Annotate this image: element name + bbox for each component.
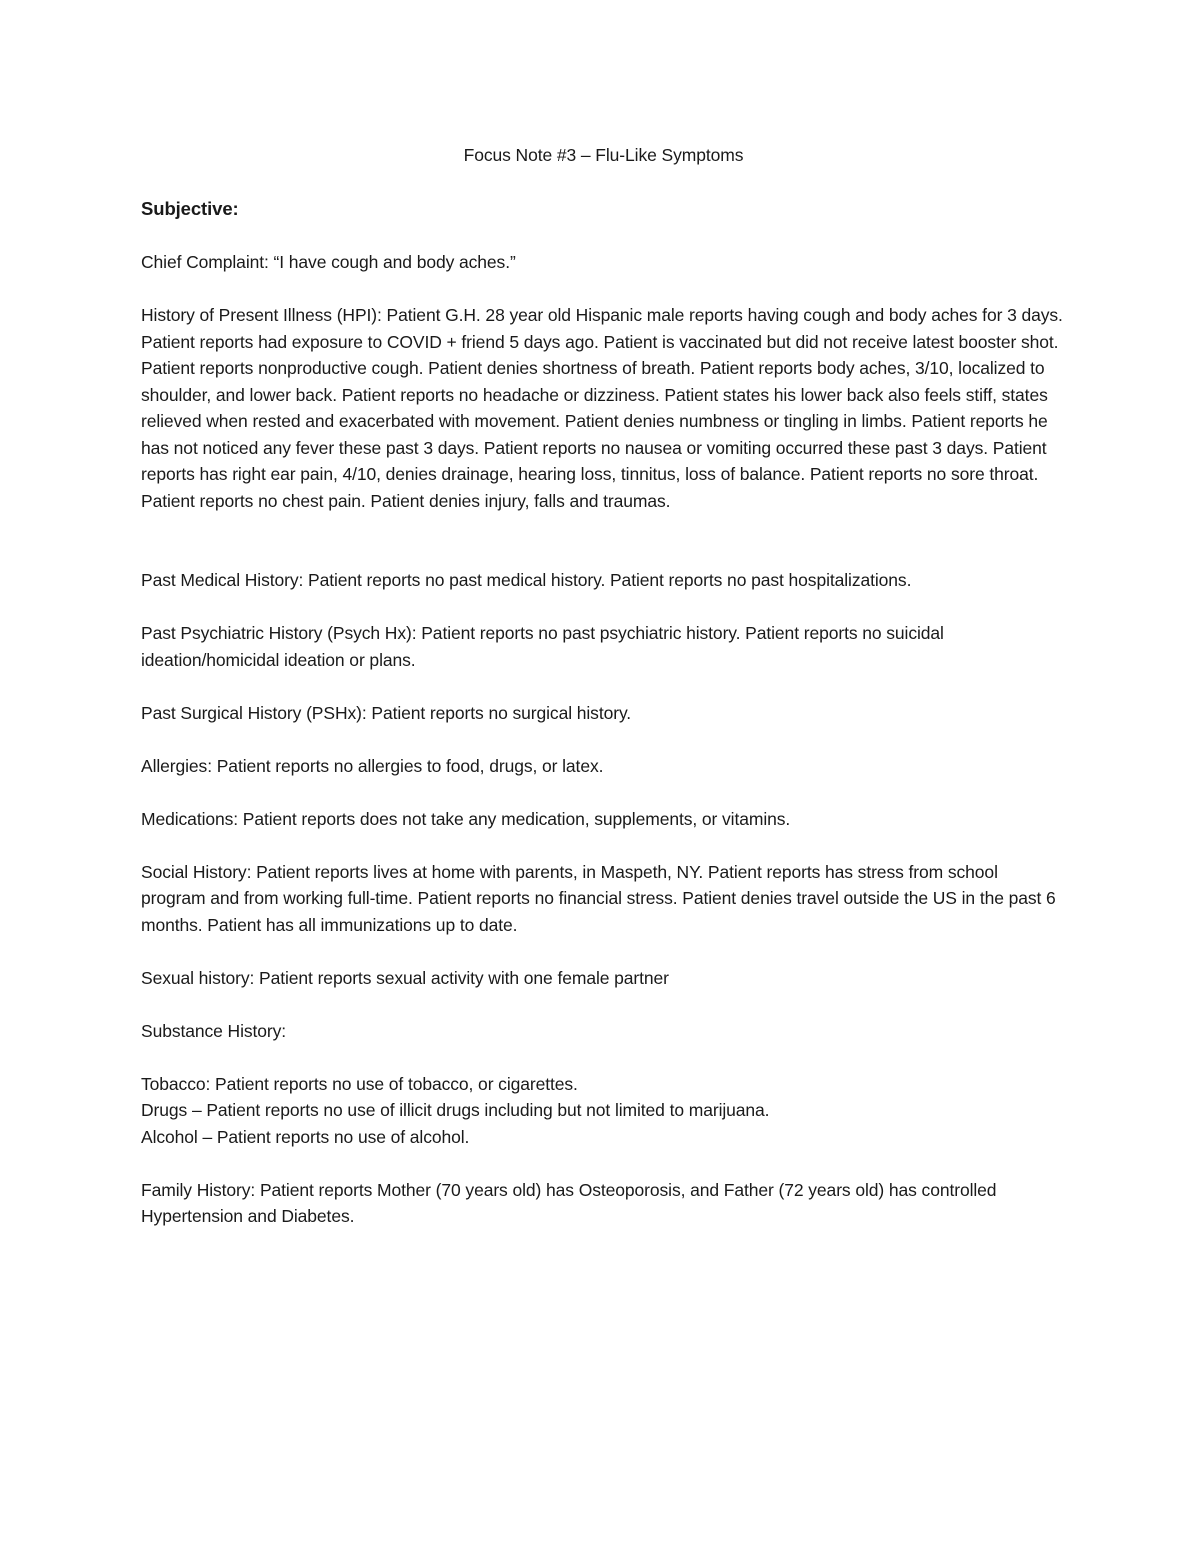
section-heading-subjective: Subjective: [141, 197, 239, 219]
document-body [141, 142, 1066, 1256]
allergies: Allergies: Patient reports no allergies to food, drugs, or latex. [141, 755, 604, 776]
substance-history-heading: Substance History: [141, 1020, 287, 1041]
past-surgical-history: Past Surgical History (PSHx): Patient reports no surgical history. [141, 702, 632, 723]
history-present-illness: History of Present Illness (HPI): Patient G.H. 28 year old Hispanic male reports having cough and body aches for 3 days. Patient reports had exposure to COVID + friend 5 days ago. Patient is vaccinated but did not receive latest booster shot. Patient reports nonproductive cough. Patient denies shortness of breath. Patient reports body aches, 3/10, localized to shoulder, and lower back. Patient reports no headache or dizziness. Patient states his lower back also feels stiff, states relieved when rested and exacerbated with movement. Patient denies numbness or tingling in limbs. Patient reports he has not noticed any fever these past 3 days. Patient reports no nausea or vomiting occurred these past 3 days. Patient reports has right ear pain, 4/10, denies drainage, hearing loss, tinnitus, loss of balance. Patient reports no sore throat. Patient reports no chest pain. Patient denies injury, falls and traumas. [141, 305, 1063, 511]
document-title: Focus Note #3 – Flu-Like Symptoms [463, 145, 744, 165]
family-history: Family History: Patient reports Mother (70 years old) has Osteoporosis, and Father (72 years old) has controlled Hypertension and Diabetes. [141, 1179, 997, 1226]
chief-complaint: Chief Complaint: “I have cough and body aches.” [141, 252, 516, 272]
substance-tobacco: Tobacco: Patient reports no use of tobacco, or cigarettes. [141, 1073, 578, 1094]
past-medical-history: Past Medical History: Patient reports no past medical history. Patient reports no past hospitalizations. [141, 570, 912, 590]
social-history: Social History: Patient reports lives at home with parents, in Maspeth, NY. Patient reports has stress from school program and from working full-time. Patient reports no financial stress. Patient denies travel outside the US in the past 6 months. Patient has all immunizations up to date. [141, 861, 1056, 935]
substance-alcohol: Alcohol – Patient reports no use of alcohol. [141, 1126, 470, 1147]
medications: Medications: Patient reports does not take any medication, supplements, or vitamins. [141, 808, 791, 829]
sexual-history: Sexual history: Patient reports sexual activity with one female partner [141, 967, 669, 988]
past-psychiatric-history: Past Psychiatric History (Psych Hx): Patient reports no past psychiatric history. Patient reports no suicidal ideation/homicidal ideation or plans. [141, 623, 944, 670]
substance-drugs: Drugs – Patient reports no use of illicit drugs including but not limited to marijuana. [141, 1100, 770, 1120]
